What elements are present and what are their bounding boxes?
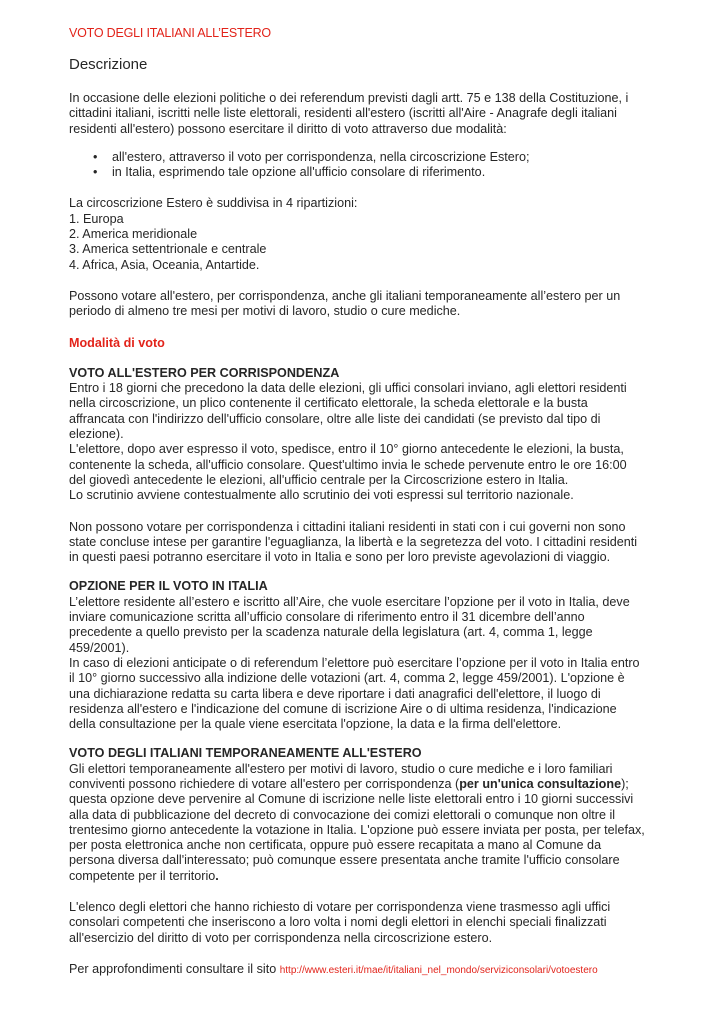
approfondimenti-paragraph: [69, 962, 669, 978]
temporaneamente-line: Gli elettori temporaneamente all'estero per motivi di lavoro, studio o cure mediche e i loro familiari: [69, 761, 613, 776]
opzione-line: L’elettore residente all’estero e iscritto all’Aire, che vuole esercitare l’opzione per il voto in Italia, deve: [69, 594, 630, 609]
non-possono-line: Non possono votare per corrispondenza i cittadini italiani residenti in stati con i cui governi non sono: [69, 519, 626, 534]
bold-dot: .: [215, 868, 219, 883]
ripartizione-item: 1. Europa: [69, 211, 124, 226]
opzione-line: residenza all'estero e l'indicazione del comune di iscrizione Aire o di ultima residenza, l'indicazione: [69, 701, 617, 716]
ripartizione-item: 4. Africa, Asia, Oceania, Antartide.: [69, 257, 260, 272]
corrispondenza-heading: VOTO ALL'ESTERO PER CORRISPONDENZA: [69, 365, 340, 380]
temporaneamente-line: questa opzione deve pervenire al Comune di iscrizione nelle liste elettorali entro i 10 giorni successivi: [69, 792, 634, 807]
non-possono-paragraph: [69, 520, 659, 566]
corrispondenza-line: Lo scrutinio avviene contestualmente allo scrutinio dei voti espressi sul territorio nazionale.: [69, 488, 574, 503]
opzione-line: una dichiarazione redatta su carta libera e deve riportare i dati anagrafici dell'elettore, il luogo di: [69, 686, 601, 701]
opzione-line: precedente a quello previsto per la scadenza naturale della legislatura (art. 4, comma 1, legge: [69, 625, 593, 640]
non-possono-line: in questi paesi potranno esercitare il voto in Italia e sono per loro previste agevolazioni di viaggio.: [69, 550, 611, 565]
corrispondenza-line: affrancata con l'indirizzo dell'ufficio consolare, oltre alle liste dei candidati (se previsto dal tipo di: [69, 411, 601, 426]
document-title: VOTO DEGLI ITALIANI ALL’ESTERO: [69, 26, 271, 40]
opzione-line: il 10° giorno successivo alla indizione delle votazioni (art. 4, comma 2, legge 459/2001). L'opzione è: [69, 671, 625, 686]
temporanei-paragraph: [69, 289, 659, 320]
approfondimenti-text: Per approfondimenti consultare il sito: [69, 961, 280, 976]
temporaneamente-heading: VOTO DEGLI ITALIANI TEMPORANEAMENTE ALL'ESTERO: [69, 746, 422, 761]
opzione-line: inviare comunicazione scritta all’ufficio consolare di riferimento entro il 31 dicembre dell’anno: [69, 610, 585, 625]
ripartizione-item: 3. America settentrionale e centrale: [69, 242, 267, 257]
line-text: competente per il territorio: [69, 868, 216, 883]
circoscrizione-intro: La circoscrizione Estero è suddivisa in 4 ripartizioni:: [69, 196, 358, 211]
elenco-paragraph: [69, 900, 659, 946]
intro-paragraph: [69, 91, 659, 137]
temporaneamente-line: per posta elettronica anche non certificata, oppure può essere recapitata a mano al Comune da: [69, 838, 602, 853]
line-text: conviventi possono richiedere di votare all'estero per corrispondenza (: [69, 776, 460, 791]
corrispondenza-line: contenente la scheda, all'ufficio consolare. Quest'ultimo invia le schede pervenute entro le ore 16:00: [69, 457, 627, 472]
intro-line: residenti all'estero) possono esercitare il diritto di voto attraverso due modalità:: [69, 121, 507, 136]
opzione-line: In caso di elezioni anticipate o di referendum l’elettore può esercitare l’opzione per il voto in Italia entro: [69, 655, 640, 670]
section-title: Descrizione: [69, 56, 148, 73]
corrispondenza-line: del giovedì antecedente le elezioni, all'ufficio centrale per la Circoscrizione estero in Italia.: [69, 472, 569, 487]
list-item: • in Italia, esprimendo tale opzione all'ufficio consolare di riferimento.: [93, 165, 724, 180]
line-text: );: [621, 776, 629, 791]
temporanei-line: Possono votare all'estero, per corrispondenza, anche gli italiani temporaneamente all’estero per un: [69, 288, 621, 303]
opzione-heading: OPZIONE PER IL VOTO IN ITALIA: [69, 579, 268, 594]
voting-mode-list: [69, 150, 724, 181]
list-item: • all'estero, attraverso il voto per corrispondenza, nella circoscrizione Estero;: [93, 150, 724, 165]
temporaneamente-paragraph: [69, 762, 659, 884]
ripartizione-item: 2. America meridionale: [69, 227, 198, 242]
elenco-line: consolari competenti che inseriscono a loro volta i nomi degli elettori in elenchi speciali finalizzati: [69, 915, 607, 930]
modalita-heading: Modalità di voto: [69, 335, 165, 350]
temporaneamente-line: alla data di pubblicazione del decreto di convocazione dei comizi elettorali o comunque non oltre il: [69, 807, 616, 822]
non-possono-line: state concluse intese per garantire l'eguaglianza, la libertà e la segretezza del voto. I cittadini residenti: [69, 534, 638, 549]
temporaneamente-line: [69, 869, 659, 884]
intro-line: cittadini italiani, iscritti nelle liste elettorali, residenti all'estero (iscritti all'Aire - Anagrafe degli italiani: [69, 106, 617, 121]
opzione-line: della consultazione per la quale viene esercitata l'opzione, la data e la firma dell'elettore.: [69, 717, 562, 732]
esteri-link[interactable]: http://www.esteri.it/mae/it/italiani_nel_mondo/serviziconsolari/votoestero: [279, 964, 598, 976]
intro-line: In occasione delle elezioni politiche o dei referendum previsti dagli artt. 75 e 138 della Costituzione, i: [69, 91, 629, 105]
temporaneamente-line: trentesimo giorno antecedente la votazione in Italia. L'opzione può essere inviata per posta, per telefax,: [69, 822, 645, 837]
temporaneamente-line: persona diversa dall'interessato; può comunque essere presentata anche tramite l'ufficio consolare: [69, 853, 620, 868]
elenco-line: L'elenco degli elettori che hanno richiesto di votare per corrispondenza viene trasmesso agli uffici: [69, 900, 611, 915]
circoscrizione-paragraph: [69, 196, 659, 272]
corrispondenza-line: L'elettore, dopo aver espresso il voto, spedisce, entro il 10° giorno antecedente le elezioni, la busta,: [69, 442, 624, 457]
temporanei-line: periodo di almeno tre mesi per motivi di lavoro, studio o cure mediche.: [69, 304, 461, 319]
bold-emphasis: per un'unica consultazione: [459, 776, 622, 791]
elenco-line: all'esercizio del diritto di voto per corrispondenza nella circoscrizione estero.: [69, 930, 493, 945]
corrispondenza-line: elezione).: [69, 427, 124, 442]
opzione-paragraph: [69, 595, 659, 733]
temporaneamente-line: [69, 777, 659, 792]
corrispondenza-line: nella circoscrizione, un plico contenente il certificato elettorale, la scheda elettorale e la busta: [69, 396, 588, 411]
opzione-line: 459/2001).: [69, 640, 130, 655]
corrispondenza-paragraph: [69, 381, 659, 503]
corrispondenza-line: Entro i 18 giorni che precedono la data delle elezioni, gli uffici consolari inviano, agli elettori residenti: [69, 381, 627, 396]
